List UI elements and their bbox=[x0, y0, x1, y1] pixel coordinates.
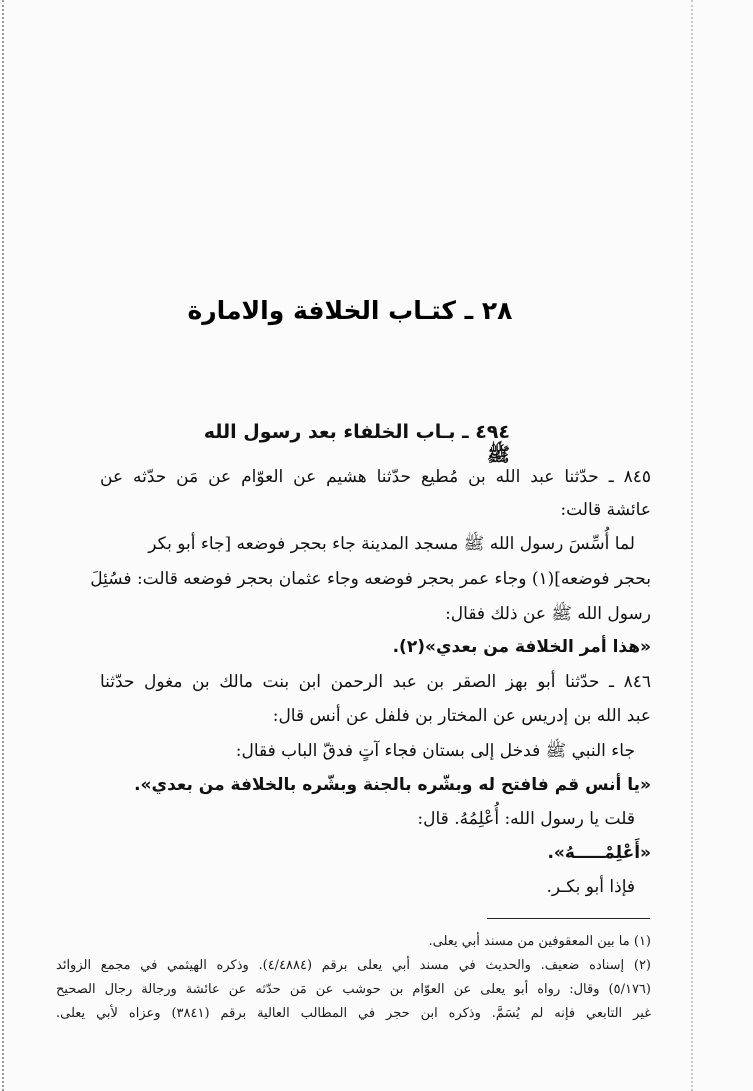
hadith-846-text-line-2: قلت يا رسول الله: أُعْلِمُهُ. قال: bbox=[417, 809, 635, 829]
hadith-846-prophetic-saying-2: «أَعْلِمْـــــهُ». bbox=[547, 843, 651, 863]
hadith-845-text-line-1: لما أُسِّسَ رسول الله ﷺ مسجد المدينة جاء بحجر فوضعه [جاء أبو بكر bbox=[148, 534, 635, 554]
chapter-title: ٢٨ ـ كتـاب الخلافة والامارة bbox=[187, 296, 513, 325]
hadith-845-text-line-3: رسول الله ﷺ عن ذلك فقال: bbox=[445, 604, 651, 624]
hadith-845-isnad-line-1: ٨٤٥ ـ حدّثنا عبد الله بن مُطيع حدّثنا هشيم عن العوّام عن مَن حدّثه عن bbox=[100, 467, 651, 487]
footnote-2-line-2: (٥/١٧٦) وقال: رواه أبو يعلى عن العوّام بن حوشب عن مَن حدّثه عن عائشة ورجالة رجال الصحيح bbox=[56, 982, 651, 997]
footnote-2-line-3: غير التابعي فإنه لم يُسَمَّ. وذكره ابن حجر في المطالب العالية برقم (٣٨٤١) وعزاه لأبي يعلى. bbox=[56, 1006, 651, 1021]
section-title: ٤٩٤ ـ بـاب الخلفاء بعد رسول الله ﷺ bbox=[203, 421, 510, 466]
hadith-846-isnad-line-1: ٨٤٦ ـ حدّثنا أبو بهز الصقر بن عبد الرحمن ابن بنت مالك بن مغول حدّثنا bbox=[100, 672, 651, 692]
hadith-846-isnad-line-2: عبد الله بن إدريس عن المختار بن فلفل عن أنس قال: bbox=[272, 706, 651, 726]
footnote-divider bbox=[487, 918, 650, 919]
hadith-845-text-line-2: بحجر فوضعه](١) وجاء عمر بحجر فوضعه وجاء عثمان بحجر فوضعه قالت: فسُئِلَ bbox=[90, 569, 651, 589]
footnote-2-line-1: (٢) إسناده ضعيف. والحديث في مسند أبي يعلى برقم (٤/٤٨٨٤). وذكره الهيثمي في مجمع الزوائد bbox=[56, 958, 651, 973]
hadith-846-prophetic-saying-1: «يا أنس قم فافتح له وبشّره بالجنة وبشّره بالخلافة من بعدي». bbox=[134, 775, 651, 795]
hadith-846-text-line-1: جاء النبي ﷺ فدخل إلى بستان فجاء آتٍ فدقّ الباب فقال: bbox=[235, 741, 635, 761]
footnote-1: (١) ما بين المعقوفين من مسند أبي يعلى. bbox=[428, 934, 651, 949]
hadith-846-text-line-3: فإذا أبو بكـر. bbox=[546, 877, 635, 897]
hadith-845-prophetic-saying: «هذا أمر الخلافة من بعدي»(٢). bbox=[392, 637, 651, 657]
scan-edge-right bbox=[689, 0, 693, 1091]
scan-edge-left bbox=[2, 0, 7, 1091]
hadith-845-isnad-line-2: عائشة قالت: bbox=[560, 500, 651, 520]
